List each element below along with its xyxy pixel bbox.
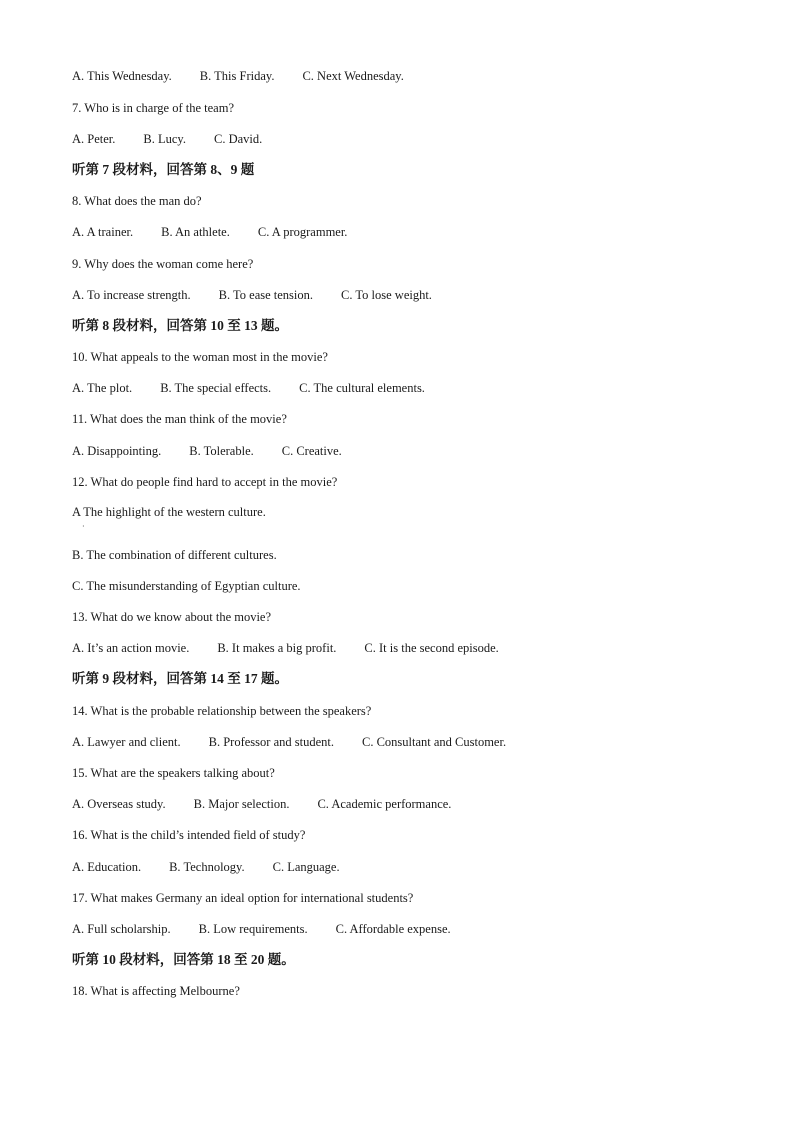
question-text: 15. What are the speakers talking about? bbox=[72, 766, 275, 780]
answer-option: A. This Wednesday. bbox=[72, 69, 172, 83]
answer-option: C. A programmer. bbox=[257, 225, 348, 239]
answer-option: B. An athlete. bbox=[161, 225, 230, 239]
answer-options bbox=[72, 640, 754, 656]
answer-option: C. Next Wednesday. bbox=[302, 69, 404, 83]
answer-option: A. Peter. bbox=[72, 132, 116, 146]
answer-options bbox=[72, 921, 754, 937]
answer-option: B. Professor and student. bbox=[208, 735, 334, 749]
answer-option: B. Technology. bbox=[169, 860, 245, 874]
question-text: 18. What is affecting Melbourne? bbox=[72, 984, 240, 998]
answer-options bbox=[72, 734, 754, 750]
question-text: 11. What does the man think of the movie? bbox=[72, 412, 287, 426]
answer-option: B. Major selection. bbox=[193, 797, 290, 811]
section-heading: 听第 10 段材料，回答第 18 至 20 题。 bbox=[72, 952, 295, 967]
answer-option: C. Consultant and Customer. bbox=[361, 735, 507, 749]
question-text: 14. What is the probable relationship between the speakers? bbox=[72, 704, 372, 718]
answer-options bbox=[72, 224, 754, 240]
section-heading: 听第 9 段材料，回答第 14 至 17 题。 bbox=[72, 671, 288, 686]
question-text: 13. What do we know about the movie? bbox=[72, 610, 272, 624]
question-text: A The highlight of the western culture. bbox=[72, 505, 266, 519]
question-text: 9. Why does the woman come here? bbox=[72, 257, 254, 271]
section-heading: 听第 7 段材料，回答第 8、9 题 bbox=[72, 162, 255, 177]
answer-option: C. Creative. bbox=[281, 444, 342, 458]
answer-option: B. This Friday. bbox=[199, 69, 275, 83]
answer-option: A. To increase strength. bbox=[72, 288, 191, 302]
answer-option: C. It is the second episode. bbox=[364, 641, 499, 655]
answer-option: A. Disappointing. bbox=[72, 444, 162, 458]
answer-option: A. A trainer. bbox=[72, 225, 134, 239]
answer-options bbox=[72, 859, 754, 875]
answer-options bbox=[72, 287, 754, 303]
answer-option: B. Lucy. bbox=[143, 132, 186, 146]
answer-option: A. Lawyer and client. bbox=[72, 735, 181, 749]
answer-option: B. It makes a big profit. bbox=[217, 641, 337, 655]
question-text: 17. What makes Germany an ideal option for international students? bbox=[72, 891, 414, 905]
question-text: C. The misunderstanding of Egyptian culture. bbox=[72, 579, 301, 593]
question-text: 16. What is the child’s intended field of study? bbox=[72, 828, 306, 842]
answer-option: A. It’s an action movie. bbox=[72, 641, 190, 655]
answer-options bbox=[72, 131, 754, 147]
question-text: 12. What do people find hard to accept in the movie? bbox=[72, 475, 338, 489]
answer-option: B. To ease tension. bbox=[218, 288, 314, 302]
section-heading: 听第 8 段材料，回答第 10 至 13 题。 bbox=[72, 318, 288, 333]
question-text: 10. What appeals to the woman most in the movie? bbox=[72, 350, 328, 364]
answer-option: A. Full scholarship. bbox=[72, 922, 171, 936]
answer-option: A. The plot. bbox=[72, 381, 133, 395]
answer-option: C. David. bbox=[214, 132, 263, 146]
answer-option: A. Overseas study. bbox=[72, 797, 166, 811]
answer-options bbox=[72, 68, 754, 84]
question-text: 8. What does the man do? bbox=[72, 194, 202, 208]
stray-mark: · bbox=[82, 522, 85, 531]
answer-option: B. The special effects. bbox=[160, 381, 272, 395]
answer-options bbox=[72, 796, 754, 812]
answer-option: B. Low requirements. bbox=[198, 922, 308, 936]
answer-option: B. Tolerable. bbox=[189, 444, 254, 458]
answer-options bbox=[72, 380, 754, 396]
answer-option: C. The cultural elements. bbox=[299, 381, 425, 395]
answer-option: C. Language. bbox=[272, 860, 340, 874]
question-text: 7. Who is in charge of the team? bbox=[72, 101, 234, 115]
answer-option: C. Affordable expense. bbox=[335, 922, 451, 936]
answer-option: C. To lose weight. bbox=[341, 288, 432, 302]
question-text: B. The combination of different cultures. bbox=[72, 548, 277, 562]
answer-option: A. Education. bbox=[72, 860, 142, 874]
answer-options bbox=[72, 443, 754, 459]
answer-option: C. Academic performance. bbox=[317, 797, 452, 811]
